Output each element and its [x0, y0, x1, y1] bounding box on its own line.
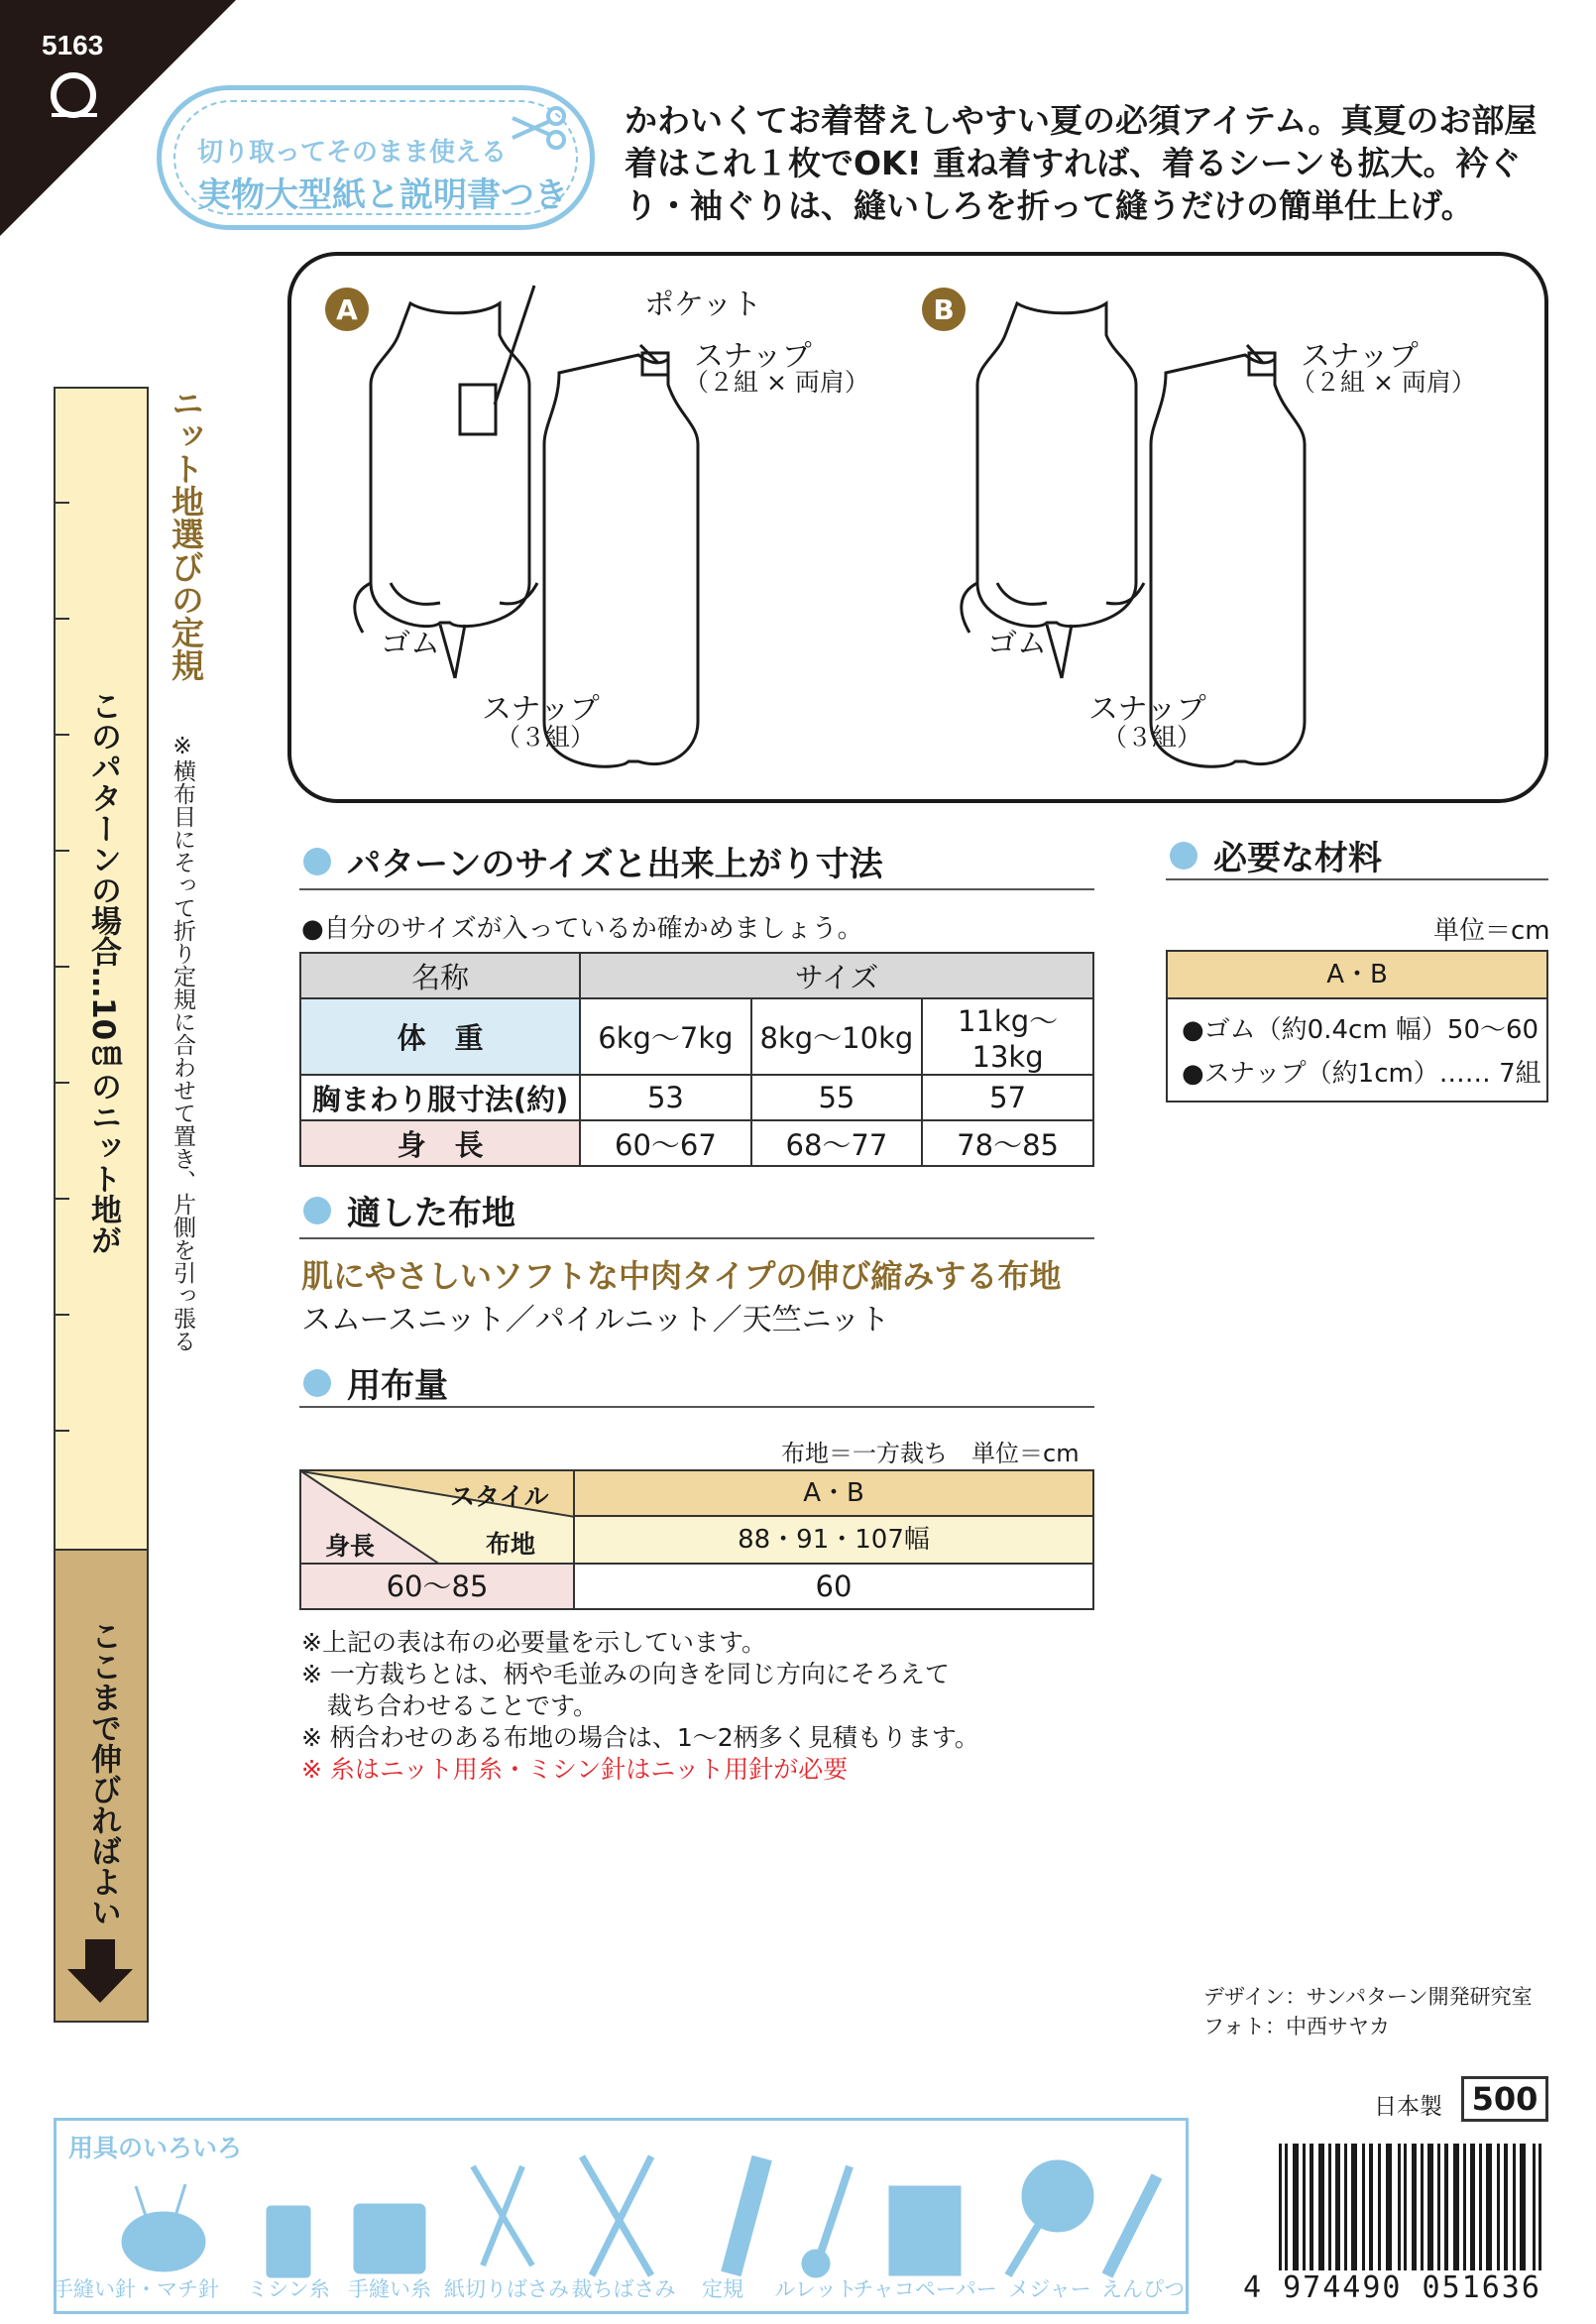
- materials-heading: [1170, 831, 1382, 879]
- brand-logo-icon: [48, 71, 107, 119]
- label-snap-crotch-a: スナップ: [482, 692, 600, 727]
- yardage-row-value: 60: [573, 1563, 1094, 1610]
- intro-text: かわいくてお着替えしやすい夏の必須アイテム。真夏のお部屋着はこれ１枚でOK! 重ね着すれば、着るシーンも拡大。衿ぐり・袖ぐりは、縫いしろを折って縫うだけの簡単仕上げ。: [625, 101, 1538, 225]
- size-section-heading: [303, 837, 883, 885]
- yardage-col-style: A・B: [573, 1469, 1094, 1517]
- size-table-header-name: 名称: [300, 953, 580, 998]
- paper-scissors-icon: [473, 2166, 532, 2266]
- ruler-ticks-icon: [54, 387, 73, 1551]
- tool-label: 紙切りばさみ: [444, 2277, 569, 2301]
- yardage-unit-note: 布地＝一方裁ち 単位＝cm: [781, 1440, 1080, 1467]
- notes-line-3: 裁ち合わせることです。: [327, 1691, 599, 1720]
- tools-icons: [57, 2147, 1186, 2285]
- divider: [1166, 878, 1548, 880]
- materials-unit: 単位＝cm: [1433, 916, 1550, 946]
- tools-title: 用具のいろいろ: [68, 2134, 243, 2162]
- yardage-row-height: 60〜85: [299, 1563, 575, 1610]
- yardage-header-fabric: 布地: [486, 1530, 536, 1559]
- ruler-measure-text: このパターンの場合…10㎝のニット地が: [85, 690, 121, 1256]
- tool-label: 裁ちばさみ: [571, 2277, 676, 2301]
- made-in: 日本製: [1374, 2094, 1442, 2120]
- ruler-title: ニット地選びの定規: [167, 387, 205, 681]
- price-box: 500: [1461, 2076, 1548, 2122]
- label-snap-crotch-b: スナップ: [1088, 692, 1206, 727]
- materials-header: A・B: [1166, 950, 1548, 999]
- ruler-note: ※横布目にそって折り定規に合わせて置き、片側を引っ張る: [170, 734, 195, 1352]
- tool-label: えんぴつ: [1101, 2277, 1185, 2301]
- materials-title: 必要な材料: [1213, 839, 1382, 878]
- label-snap-shoulder-a: スナップ: [694, 339, 812, 374]
- label-snap-shoulder-b: スナップ: [1301, 339, 1419, 374]
- notes-line-2: ※ 一方裁ちとは、柄や毛並みの向きを同じ方向にそろえて: [301, 1660, 950, 1688]
- bullet-dot-icon: [303, 1197, 331, 1224]
- tool-label: メジャー: [1008, 2277, 1091, 2301]
- bullet-dot-icon: [1170, 842, 1197, 870]
- table-row: 身 長 60〜67 68〜77 78〜85: [300, 1120, 1093, 1166]
- fabric-section-heading: [303, 1186, 515, 1234]
- tool-label: 手縫い糸: [348, 2277, 431, 2301]
- notes-line-4: ※ 柄合わせのある布地の場合は、1〜2柄多く見積もります。: [301, 1723, 979, 1752]
- credit-photo: フォト：中西サヤカ: [1203, 2015, 1390, 2038]
- label-elastic-b: ゴム: [987, 627, 1047, 661]
- red-note: ※ 糸はニット用糸・ミシン針はニット用針が必要: [301, 1755, 849, 1784]
- yardage-section-title: 用布量: [347, 1366, 448, 1406]
- divider: [299, 1406, 1094, 1408]
- yardage-header-style: スタイル: [450, 1482, 549, 1511]
- tool-label: チャコペーパー: [853, 2277, 997, 2301]
- label-pocket: ポケット: [644, 288, 762, 322]
- size-table: [299, 952, 1094, 1167]
- table-row: 胸まわり服寸法(約) 53 55 57: [300, 1075, 1093, 1120]
- yardage-header-height: 身長: [325, 1532, 376, 1561]
- tape-measure-icon: [1008, 2160, 1093, 2275]
- size-table-header-size: サイズ: [580, 953, 1093, 998]
- fabric-section-title: 適した布地: [347, 1194, 515, 1233]
- pincushion-icon: [122, 2184, 205, 2271]
- label-snap-crotch-qty-a: （３組）: [496, 723, 596, 752]
- scissors-icon: [509, 104, 570, 152]
- bullet-dot-icon: [303, 1369, 331, 1397]
- badge-line1: 切り取ってそのまま使える: [197, 138, 508, 168]
- arrow-down-icon: [67, 1939, 133, 2005]
- materials-item: ●ゴム（約0.4cm 幅）50〜60: [1182, 1015, 1539, 1045]
- notes-line-1: ※上記の表は布の必要量を示しています。: [301, 1628, 766, 1657]
- table-row: 体 重 6kg〜7kg 8kg〜10kg 11kg〜13kg: [300, 998, 1093, 1075]
- yardage-table: [299, 1469, 1094, 1610]
- materials-box: [1166, 997, 1548, 1103]
- label-elastic-a: ゴム: [381, 627, 440, 661]
- ruler-icon: [722, 2155, 771, 2275]
- yardage-section-heading: [303, 1358, 448, 1407]
- bullet-dot-icon: [303, 848, 331, 875]
- size-note: ●自分のサイズが入っているか確かめましょう。: [301, 914, 863, 944]
- label-snap-shoulder-qty-a: （２組 × 両肩）: [684, 368, 869, 397]
- hand-thread-icon: [354, 2204, 425, 2273]
- style-b-marker: B: [933, 293, 955, 326]
- size-section-title: パターンのサイズと出来上がり寸法: [347, 845, 883, 884]
- credit-design: デザイン：サンパターン開発研究室: [1203, 1985, 1533, 2009]
- illustration-box: [287, 252, 1548, 803]
- pattern-badge: [157, 85, 595, 230]
- badge-line2: 実物大型紙と説明書つき: [197, 175, 568, 215]
- ruler-stretch-text: ここまで伸びればよい: [85, 1620, 121, 1927]
- barcode-digits: 4 974490 051636: [1243, 2270, 1541, 2305]
- fabric-highlight: 肌にやさしいソフトな中肉タイプの伸び縮みする布地: [301, 1257, 1062, 1295]
- knit-stretch-ruler: [54, 387, 149, 2023]
- label-snap-shoulder-qty-b: （２組 × 両肩）: [1291, 368, 1476, 397]
- divider: [299, 888, 1094, 890]
- label-snap-crotch-qty-b: （３組）: [1102, 723, 1202, 752]
- tool-label: ルレット: [774, 2277, 857, 2301]
- fabric-scissors-icon: [582, 2156, 651, 2275]
- fabric-list: スムースニット／パイルニット／天竺ニット: [301, 1303, 890, 1337]
- yardage-col-width: 88・91・107幅: [573, 1515, 1094, 1565]
- tool-label: ミシン糸: [247, 2277, 330, 2301]
- divider: [299, 1237, 1094, 1239]
- tool-label: 定規: [702, 2277, 743, 2301]
- tracing-wheel-icon: [802, 2166, 850, 2277]
- tool-label: 手縫い針・マチ針: [53, 2277, 219, 2301]
- chalk-paper-icon: [889, 2186, 961, 2275]
- style-a-marker: A: [336, 293, 358, 326]
- tools-panel: [54, 2118, 1189, 2314]
- materials-item: ●スナップ（約1cm）…… 7組: [1182, 1059, 1541, 1089]
- sewing-thread-icon: [267, 2206, 310, 2277]
- pattern-number: 5163: [42, 30, 104, 60]
- pencil-icon: [1107, 2176, 1157, 2275]
